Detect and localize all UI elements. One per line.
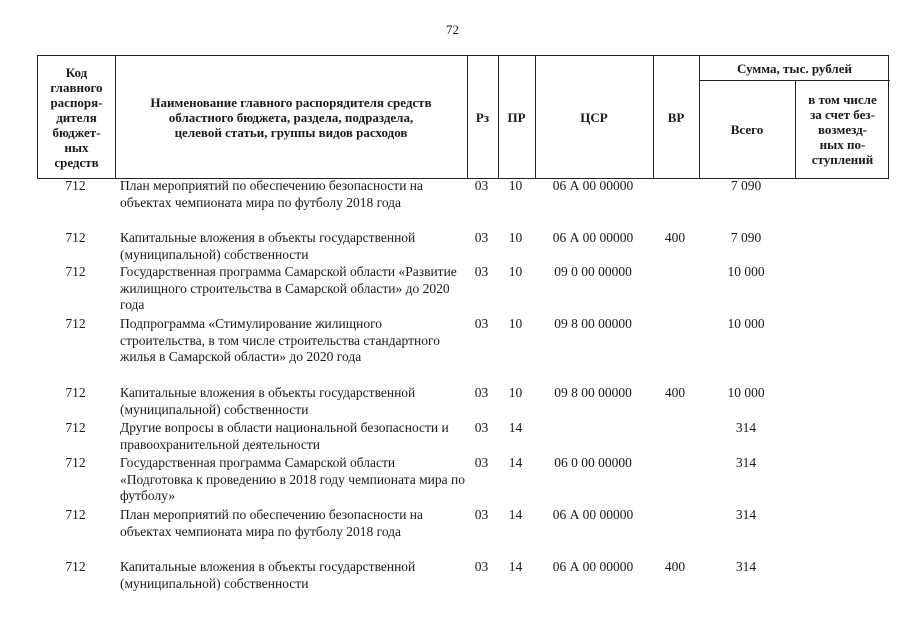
row-pr: 14	[508, 559, 523, 574]
row-pr: 14	[508, 507, 523, 522]
row-pr: 14	[508, 420, 523, 435]
row-name: Капитальные вложения в объекты государственной (муниципальной) собственности	[120, 385, 416, 417]
row-code: 712	[65, 507, 86, 522]
row-vr: 400	[664, 559, 686, 574]
header-name: Наименование главного распорядителя средств областного бюджета, раздела, подраздела, целевой статьи, группы видов расходов	[150, 94, 432, 140]
row-code: 712	[65, 264, 86, 279]
row-csr: 06 А 00 00000	[552, 559, 634, 574]
row-rz: 03	[474, 507, 489, 522]
row-name: Подпрограмма «Стимулирование жилищного строительства, в том числе строительства стандартного жилья в Самарской области» до 2020 года	[120, 316, 440, 364]
row-rz: 03	[474, 455, 489, 470]
row-code: 712	[65, 455, 86, 470]
header-free: в том числе за счет без- возмезд- ных по- ступлений	[808, 91, 877, 167]
row-code: 712	[65, 385, 86, 400]
header-total: Всего	[730, 121, 764, 137]
row-total: 314	[735, 507, 757, 522]
row-rz: 03	[474, 230, 489, 245]
row-pr: 14	[508, 455, 523, 470]
row-rz: 03	[474, 385, 489, 400]
row-rz: 03	[474, 559, 489, 574]
table-header	[37, 55, 889, 179]
row-name: Государственная программа Самарской области «Подготовка к проведению в 2018 году чемпионата мира по футболу»	[120, 455, 465, 503]
header-pr: ПР	[507, 109, 526, 125]
row-code: 712	[65, 559, 86, 574]
row-rz: 03	[474, 316, 489, 331]
row-name: План мероприятий по обеспечению безопасности на объектах чемпионата мира по футболу 2018 года	[120, 507, 424, 539]
row-name: План мероприятий по обеспечению безопасности на объектах чемпионата мира по футболу 2018 года	[120, 178, 424, 210]
row-rz: 03	[474, 264, 489, 279]
row-total: 314	[735, 420, 757, 435]
row-total: 10 000	[727, 385, 765, 400]
header-sum-title: Сумма, тыс. рублей	[737, 60, 852, 76]
row-csr: 06 А 00 00000	[552, 507, 634, 522]
row-code: 712	[65, 230, 86, 245]
row-csr: 06 А 00 00000	[552, 230, 634, 245]
row-pr: 10	[508, 230, 523, 245]
row-name: Другие вопросы в области национальной безопасности и правоохранительной деятельности	[120, 420, 449, 452]
row-vr: 400	[664, 385, 686, 400]
row-pr: 10	[508, 316, 523, 331]
row-total: 7 090	[730, 178, 762, 193]
header-code: Код главного распоря- дителя бюджет- ных средств	[50, 64, 103, 170]
page-number: 72	[446, 22, 459, 37]
row-pr: 10	[508, 385, 523, 400]
row-code: 712	[65, 420, 86, 435]
row-vr: 400	[664, 230, 686, 245]
row-rz: 03	[474, 420, 489, 435]
row-rz: 03	[474, 178, 489, 193]
row-csr: 09 0 00 00000	[554, 264, 632, 279]
row-pr: 10	[508, 264, 523, 279]
header-rz: Рз	[475, 109, 490, 125]
row-name: Капитальные вложения в объекты государственной (муниципальной) собственности	[120, 230, 416, 262]
row-csr: 06 0 00 00000	[554, 455, 632, 470]
row-total: 7 090	[730, 230, 762, 245]
row-name: Капитальные вложения в объекты государственной (муниципальной) собственности	[120, 559, 416, 591]
header-csr: ЦСР	[580, 109, 608, 125]
row-total: 10 000	[727, 264, 765, 279]
row-csr: 06 А 00 00000	[552, 178, 634, 193]
row-code: 712	[65, 178, 86, 193]
row-csr: 09 8 00 00000	[554, 385, 632, 400]
row-code: 712	[65, 316, 86, 331]
row-pr: 10	[508, 178, 523, 193]
row-name: Государственная программа Самарской области «Развитие жилищного строительства в Самарской области» до 2020 года	[120, 264, 457, 312]
row-total: 10 000	[727, 316, 765, 331]
row-total: 314	[735, 559, 757, 574]
row-total: 314	[735, 455, 757, 470]
row-csr: 09 8 00 00000	[554, 316, 632, 331]
header-vr: ВР	[667, 109, 685, 125]
